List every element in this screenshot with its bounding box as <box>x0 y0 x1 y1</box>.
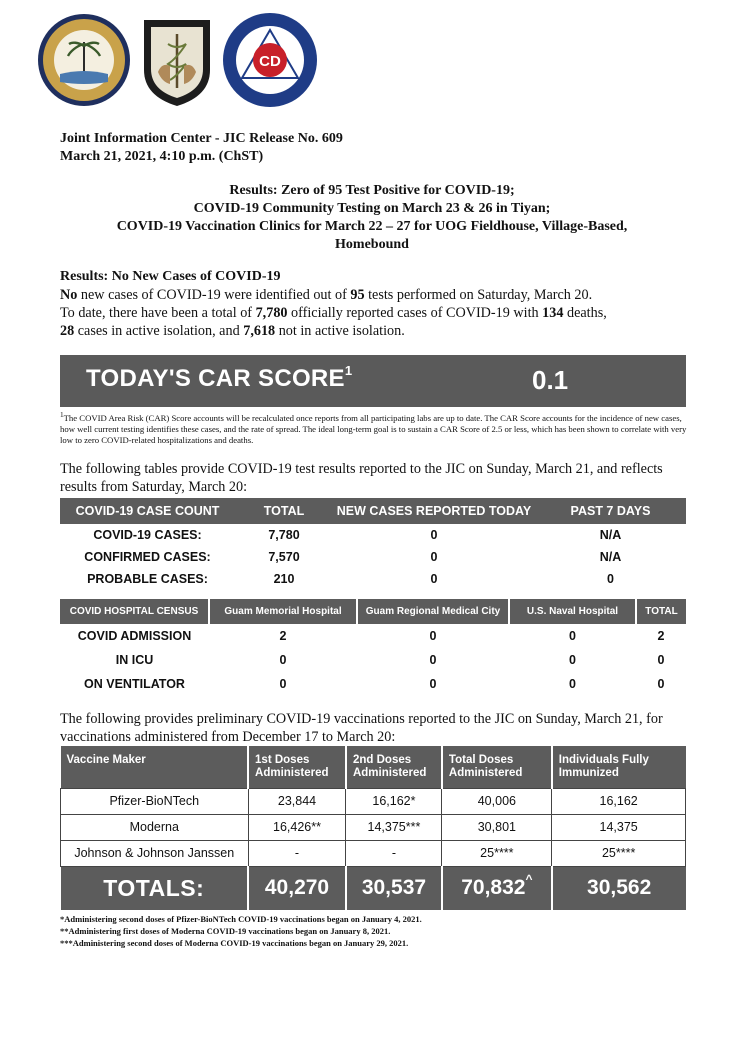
case-col-header: NEW CASES REPORTED TODAY <box>333 498 535 524</box>
vaccine-cell: 14,375*** <box>346 814 442 840</box>
vaccine-cell: 30,801 <box>442 814 552 840</box>
hospital-table-header <box>60 599 686 624</box>
hospital-cell: 2 <box>279 629 287 643</box>
vaccine-intro: The following provides preliminary COVID-19 vaccinations reported to the JIC on Sunday, March 21, for vaccinations administered from December 17 to March 20: <box>60 711 663 745</box>
table-row <box>61 788 686 814</box>
vaccine-cell: 25**** <box>552 840 686 866</box>
vaccine-cell: - <box>248 840 346 866</box>
results-deaths: 134 <box>542 305 564 321</box>
car-score-note <box>60 410 692 447</box>
footnote: **Administering first doses of Moderna COVID-19 vaccinations began on January 8, 2021. <box>60 926 391 936</box>
hospital-col-header: COVID HOSPITAL CENSUS <box>60 599 209 624</box>
results-text: not in active isolation. <box>275 323 405 339</box>
car-score-sup: 1 <box>344 363 353 378</box>
hospital-col-header: U.S. Naval Hospital <box>509 599 636 624</box>
vaccine-col-header: 2nd Doses Administered <box>346 746 442 788</box>
vaccine-table <box>60 746 686 910</box>
footnote: *Administering second doses of Pfizer-BioNTech COVID-19 vaccinations began on January 4, 2021. <box>60 914 422 924</box>
car-score-value: 0.1 <box>532 365 569 395</box>
table-row <box>60 648 686 672</box>
case-cell: 7,570 <box>268 550 300 564</box>
hospital-cell: 0 <box>279 653 287 667</box>
tables-intro: The following tables provide COVID-19 test results reported to the JIC on Sunday, March 21, and reflects results from Saturday, March 20: <box>60 461 663 495</box>
vaccine-col-header: Vaccine Maker <box>61 746 249 788</box>
results-total-cases: 7,780 <box>255 305 288 321</box>
car-note-text: The COVID Area Risk (CAR) Score accounts will be recalculated once reports from all participating labs are up to date. The CAR Score accounts for the incidence of new cases, how well current testing identifies these cases, and the rate of spread. The ideal long-term goal is to sustain a CAR Score of 2.5 or less, which has been shown to correlate with very low to zero COVID-related hospitalizations and deaths. <box>60 412 687 446</box>
table-row <box>61 840 686 866</box>
case-cell: N/A <box>599 550 622 564</box>
vaccine-cell: 16,162* <box>346 788 442 814</box>
vaccine-cell: 16,162 <box>552 788 686 814</box>
seal-cd-text: CD <box>259 53 281 70</box>
results-text: cases in active isolation, and <box>74 323 244 339</box>
totals-total-doses <box>442 866 552 910</box>
case-cell: 0 <box>430 572 438 586</box>
case-col-header: PAST 7 DAYS <box>535 498 686 524</box>
title-line-1: Results: Zero of 95 Test Positive for COVID-19; <box>229 183 515 198</box>
totals-mark: ^ <box>525 872 533 887</box>
results-text: officially reported cases of COVID-19 with <box>287 305 543 321</box>
table-row <box>60 672 686 696</box>
title-line-3: COVID-19 Vaccination Clinics for March 22 – 27 for UOG Fieldhouse, Village-Based, <box>116 219 628 234</box>
results-active: 28 <box>60 323 75 339</box>
case-count-table <box>60 498 686 590</box>
table-row <box>60 546 686 568</box>
vaccine-table-header <box>61 746 686 788</box>
case-row-label: PROBABLE CASES: <box>87 572 208 586</box>
hospital-cell: 0 <box>429 653 437 667</box>
hospital-row-label: COVID ADMISSION <box>77 629 192 643</box>
hospital-row-label: ON VENTILATOR <box>84 677 185 691</box>
hospital-cell: 2 <box>657 629 665 643</box>
totals-fully-immunized: 30,562 <box>552 866 686 910</box>
case-cell: 0 <box>430 528 438 542</box>
case-table-header <box>60 498 686 524</box>
results-no: No <box>60 287 78 303</box>
hospital-row-label: IN ICU <box>115 653 154 667</box>
hospital-col-header: Guam Memorial Hospital <box>209 599 357 624</box>
governor-seal-icon <box>36 12 132 108</box>
vaccine-col-header: 1st Doses Administered <box>248 746 346 788</box>
case-row-label: CONFIRMED CASES: <box>84 550 211 564</box>
results-text: tests performed on Saturday, March 20. <box>364 287 593 303</box>
results-paragraph <box>60 286 690 340</box>
totals-label: TOTALS: <box>61 866 249 910</box>
car-score-banner <box>60 355 686 407</box>
hospital-cell: 0 <box>569 629 576 643</box>
vaccine-col-header: Individuals Fully Immunized <box>552 746 686 788</box>
case-cell: 7,780 <box>268 528 300 542</box>
table-row <box>61 814 686 840</box>
hospital-col-header: TOTAL <box>636 599 686 624</box>
case-cell: 0 <box>607 572 614 586</box>
hospital-cell: 0 <box>657 677 665 691</box>
vaccine-cell: - <box>346 840 442 866</box>
release-title <box>60 182 684 254</box>
results-text: To date, there have been a total of <box>60 305 256 321</box>
case-cell: 0 <box>430 550 438 564</box>
vaccine-maker: Johnson & Johnson Janssen <box>61 840 249 866</box>
civil-defense-seal-icon <box>222 12 318 108</box>
hospital-census-table <box>60 599 686 696</box>
hospital-cell: 0 <box>657 653 665 667</box>
case-cell: N/A <box>599 528 622 542</box>
table-row <box>60 524 686 546</box>
hospital-cell: 0 <box>569 677 576 691</box>
footnote: ***Administering second doses of Moderna COVID-19 vaccinations began on January 29, 2021. <box>60 938 409 948</box>
car-note-sup: 1 <box>60 411 64 419</box>
results-tests: 95 <box>350 287 365 303</box>
vaccine-cell: 40,006 <box>442 788 552 814</box>
results-not-active: 7,618 <box>243 323 276 339</box>
vaccine-maker: Moderna <box>61 814 249 840</box>
results-text: deaths, <box>563 305 607 321</box>
vaccine-col-header: Total Doses Administered <box>442 746 552 788</box>
table-row <box>60 624 686 648</box>
vaccine-cell: 25**** <box>442 840 552 866</box>
case-row-label: COVID-19 CASES: <box>93 528 202 542</box>
title-line-4: Homebound <box>335 237 409 252</box>
title-line-2: COVID-19 Community Testing on March 23 & 26 in Tiyan; <box>193 201 551 216</box>
hospital-col-header: Guam Regional Medical City <box>357 599 509 624</box>
vaccine-maker: Pfizer-BioNTech <box>61 788 249 814</box>
hospital-cell: 0 <box>429 677 437 691</box>
case-col-header: COVID-19 CASE COUNT <box>60 498 235 524</box>
car-score-label-text: TODAY'S CAR SCORE <box>86 365 345 392</box>
release-date: March 21, 2021, 4:10 p.m. (ChST) <box>60 149 264 164</box>
hospital-cell: 0 <box>429 629 437 643</box>
vaccine-cell: 14,375 <box>552 814 686 840</box>
hospital-cell: 0 <box>569 653 576 667</box>
totals-first-doses: 40,270 <box>248 866 346 910</box>
public-health-seal-icon <box>140 14 214 108</box>
vaccine-cell: 23,844 <box>248 788 346 814</box>
table-row <box>60 568 686 590</box>
case-cell: 210 <box>273 572 295 586</box>
release-number: Joint Information Center - JIC Release No. 609 <box>60 131 343 146</box>
results-heading: Results: No New Cases of COVID-19 <box>60 269 281 284</box>
car-score-label <box>86 365 352 393</box>
totals-total-doses-value: 70,832 <box>461 876 526 900</box>
results-text: new cases of COVID-19 were identified out of <box>77 287 351 303</box>
case-col-header: TOTAL <box>235 498 333 524</box>
vaccine-cell: 16,426** <box>248 814 346 840</box>
totals-row <box>61 866 686 910</box>
release-header <box>60 130 343 166</box>
hospital-cell: 0 <box>279 677 287 691</box>
totals-second-doses: 30,537 <box>346 866 442 910</box>
